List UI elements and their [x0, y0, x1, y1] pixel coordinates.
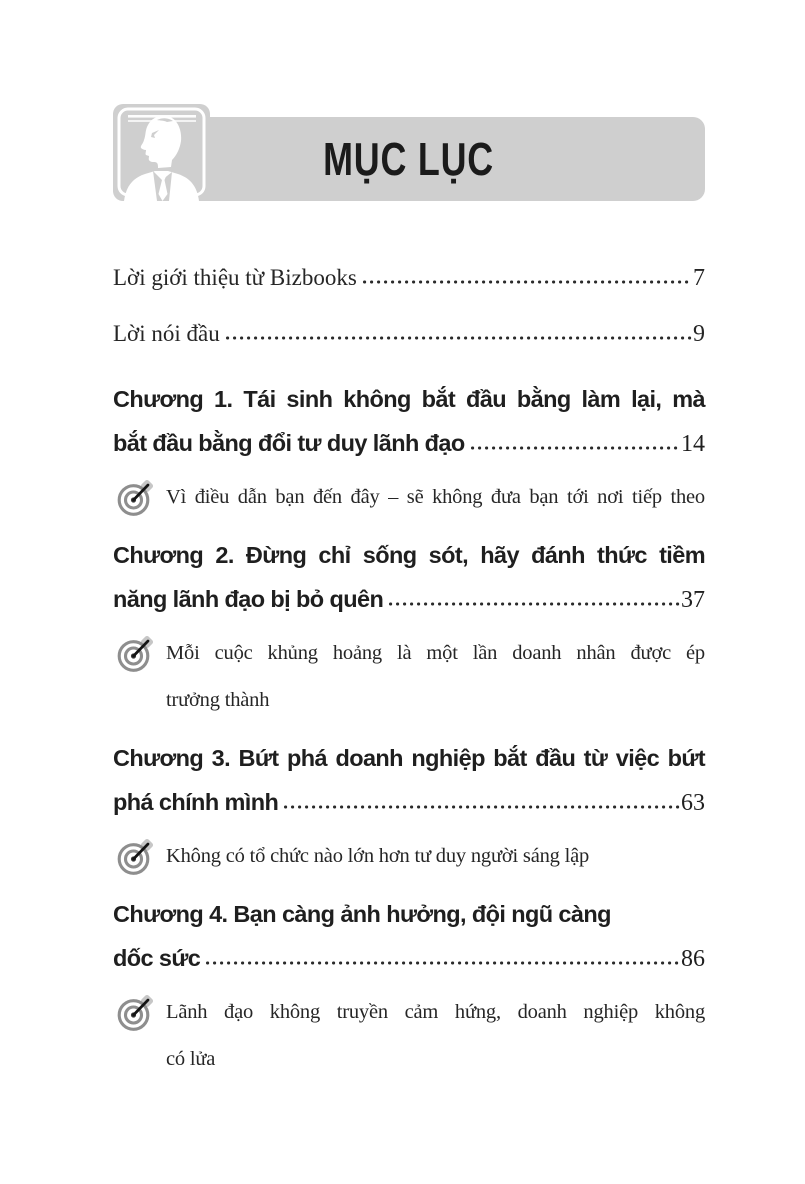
dot-leader [471, 445, 680, 451]
chapter-title-line1: Chương 1. Tái sinh không bắt đầu bằng làm lại, mà [113, 386, 705, 412]
businessman-logo-icon [113, 104, 210, 201]
toc-entry-label: Lời nói đầu [113, 321, 220, 346]
toc-entry-foreword [113, 317, 705, 351]
chapter-4-key-point [113, 989, 705, 1083]
page-number: 86 [681, 946, 705, 972]
chapter-title-text: bắt đầu bằng đổi tư duy lãnh đạo [113, 430, 465, 456]
target-dart-icon [116, 634, 156, 674]
page-number: 7 [693, 265, 705, 291]
chapter-title-line1: Chương 3. Bứt phá doanh nghiệp bắt đầu từ việc bứt [113, 745, 705, 771]
toc-chapter-1 [113, 377, 705, 466]
chapter-title-line1: Chương 2. Đừng chỉ sống sót, hãy đánh thức tiềm [113, 542, 705, 568]
target-dart-icon [116, 993, 156, 1033]
chapter-title-line2 [113, 421, 705, 466]
page-content [113, 0, 705, 1083]
toc-entry-intro [113, 261, 705, 295]
toc-header [113, 104, 705, 201]
page-number: 9 [693, 321, 705, 347]
key-point-line2: trưởng thành [166, 689, 270, 711]
target-dart-icon [116, 837, 156, 877]
page-title: MỤC LỤC [323, 133, 495, 185]
dot-leader [389, 601, 680, 607]
chapter-3-key-point [113, 833, 705, 880]
chapter-title-line2 [113, 577, 705, 622]
key-point-line1: Không có tổ chức nào lớn hơn tư duy người sáng lập [166, 845, 590, 867]
chapter-title-line1: Chương 4. Bạn càng ảnh hưởng, đội ngũ càng [113, 901, 611, 927]
chapter-1-key-point [113, 474, 705, 521]
target-dart-icon [116, 478, 156, 518]
toc-chapter-4 [113, 892, 705, 981]
key-point-line1: Vì điều dẫn bạn đến đây – sẽ không đưa bạn tới nơi tiếp theo [166, 486, 705, 508]
chapter-title-line2 [113, 780, 705, 825]
chapter-2-key-point [113, 630, 705, 724]
key-point-line1: Lãnh đạo không truyền cảm hứng, doanh nghiệp không [166, 1001, 705, 1023]
key-point-line1: Mỗi cuộc khủng hoảng là một lần doanh nhân được ép [166, 642, 705, 664]
chapter-title-text: phá chính mình [113, 789, 279, 815]
toc-chapter-2 [113, 533, 705, 622]
toc-chapter-3 [113, 736, 705, 825]
dot-leader [206, 960, 680, 966]
chapter-title-text: dốc sức [113, 945, 201, 971]
page-number: 37 [681, 587, 705, 613]
dot-leader [363, 279, 692, 285]
key-point-line2: có lửa [166, 1048, 216, 1070]
dot-leader [284, 804, 680, 810]
page-number: 63 [681, 790, 705, 816]
publisher-logo [113, 104, 210, 201]
chapter-title-line2 [113, 936, 705, 981]
dot-leader [226, 335, 692, 341]
page-number: 14 [681, 431, 705, 457]
chapter-title-text: năng lãnh đạo bị bỏ quên [113, 586, 384, 612]
toc-entry-label: Lời giới thiệu từ Bizbooks [113, 265, 357, 290]
